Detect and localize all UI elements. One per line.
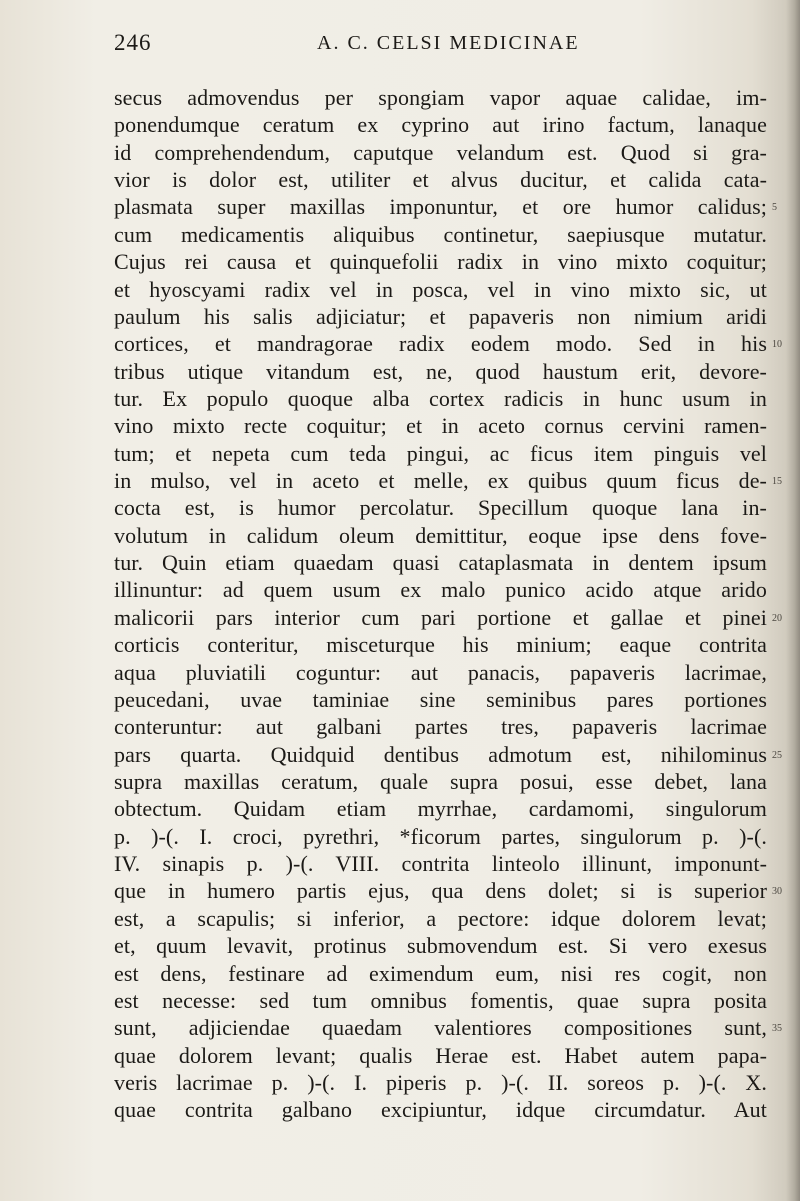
text-line: tum; et nepeta cum teda pingui, ac ficus item pinguis vel — [114, 440, 767, 466]
text-line: illinuntur: ad quem usum ex malo punico acido atque arido — [114, 577, 767, 603]
margin-line-number: 20 — [772, 612, 782, 624]
text-line: cum medicamentis aliquibus continetur, saepiusque mutatur. — [114, 221, 767, 247]
text-line: IV. sinapis p. )-(. VIII. contrita linteolo illinunt, imponunt- — [114, 851, 767, 877]
margin-line-number: 25 — [772, 749, 782, 761]
margin-line-number: 35 — [772, 1023, 782, 1035]
text-line: aqua pluviatili coguntur: aut panacis, papaveris lacrimae, — [114, 659, 767, 685]
text-line: supra maxillas ceratum, quale supra posui, esse debet, lana — [114, 768, 767, 794]
text-line: est, a scapulis; si inferior, a pectore: idque dolorem levat; — [114, 905, 767, 931]
text-line: peucedani, uvae taminiae sine seminibus pares portiones — [114, 686, 767, 712]
text-line: p. )-(. I. croci, pyrethri, *ficorum partes, singulorum p. )-(. — [114, 823, 767, 849]
text-line: cortices, et mandragorae radix eodem modo. Sed in his — [114, 331, 767, 357]
text-line: corticis conteritur, misceturque his minium; eaque contrita — [114, 632, 767, 658]
text-line: tur. Ex populo quoque alba cortex radicis in hunc usum in — [114, 385, 767, 411]
text-line: cocta est, is humor percolatur. Specillum quoque lana in- — [114, 495, 767, 521]
text-line: vino mixto recte coquitur; et in aceto cornus cervini ramen- — [114, 413, 767, 439]
text-line: Cujus rei causa et quinquefolii radix in vino mixto coquitur; — [114, 249, 767, 275]
page-number: 246 — [114, 30, 152, 55]
text-line: est necesse: sed tum omnibus fomentis, quae supra posita — [114, 987, 767, 1013]
text-line: vior is dolor est, utiliter et alvus ducitur, et calida cata- — [114, 167, 767, 193]
margin-line-number: 10 — [772, 339, 782, 351]
text-line: sunt, adjiciendae quaedam valentiores compositiones sunt, — [114, 1015, 767, 1041]
running-head — [112, 26, 772, 60]
text-line: id comprehendendum, caputque velandum est. Quod si gra- — [114, 139, 767, 165]
text-line: ponendumque ceratum ex cyprino aut irino factum, lanaque — [114, 112, 767, 138]
text-line: et, quum levavit, protinus submovendum est. Si vero exesus — [114, 933, 767, 959]
margin-line-number: 30 — [772, 886, 782, 898]
text-line: plasmata super maxillas imponuntur, et ore humor calidus; — [114, 194, 767, 220]
text-line: est dens, festinare ad eximendum eum, nisi res cogit, non — [114, 960, 767, 986]
text-line: in mulso, vel in aceto et melle, ex quibus quum ficus de- — [114, 468, 767, 494]
text-line: conteruntur: aut galbani partes tres, papaveris lacrimae — [114, 714, 767, 740]
margin-line-number: 15 — [772, 476, 782, 488]
running-title: A. C. CELSI MEDICINAE — [317, 32, 580, 54]
text-line: et hyoscyami radix vel in posca, vel in vino mixto sic, ut — [114, 276, 767, 302]
text-line: veris lacrimae p. )-(. I. piperis p. )-(. II. soreos p. )-(. X. — [114, 1069, 767, 1095]
text-line: pars quarta. Quidquid dentibus admotum est, nihilominus — [114, 741, 767, 767]
text-line: que in humero partis ejus, qua dens dolet; si is superior — [114, 878, 767, 904]
text-line: volutum in calidum oleum demittitur, eoque ipse dens fove- — [114, 522, 767, 548]
text-line: obtectum. Quidam etiam myrrhae, cardamomi, singulorum — [114, 796, 767, 822]
text-line: secus admovendus per spongiam vapor aquae calidae, im- — [114, 85, 767, 110]
text-line: paulum his salis adjiciatur; et papaveris non nimium aridi — [114, 303, 767, 329]
margin-line-number: 5 — [772, 202, 777, 214]
text-line: tribus utique vitandum est, ne, quod haustum erit, devore- — [114, 358, 767, 384]
text-line: quae dolorem levant; qualis Herae est. Habet autem papa- — [114, 1042, 767, 1068]
body-text — [114, 84, 767, 1124]
page-edge-shadow — [786, 0, 800, 1201]
text-line: tur. Quin etiam quaedam quasi cataplasmata in dentem ipsum — [114, 550, 767, 576]
text-line: quae contrita galbano excipiuntur, idque circumdatur. Aut — [114, 1097, 767, 1123]
text-line: malicorii pars interior cum pari portione et gallae et pinei — [114, 604, 767, 630]
